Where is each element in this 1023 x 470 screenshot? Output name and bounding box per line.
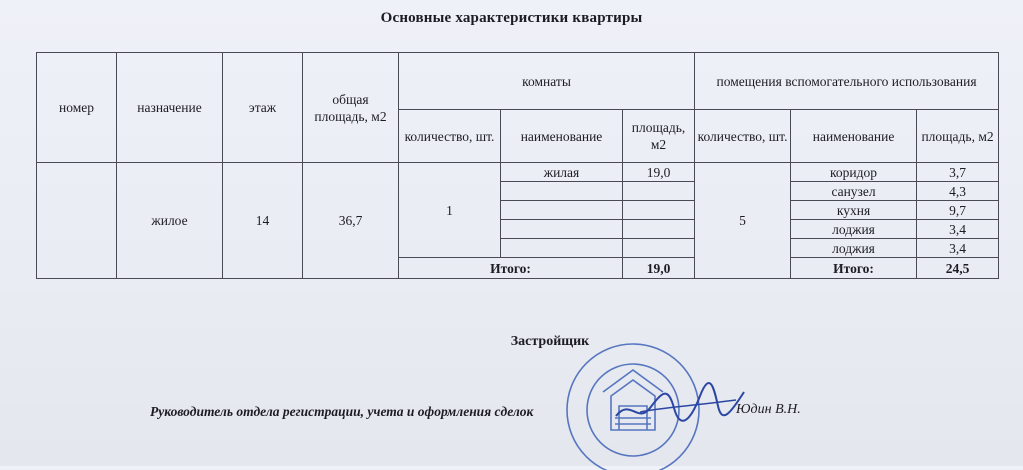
room-name [501, 239, 623, 258]
apartment-characteristics-table [36, 52, 999, 279]
aux-area: 9,7 [917, 201, 999, 220]
signatory-role: Руководитель отдела регистрации, учета и оформления сделок [150, 404, 534, 419]
subheader-aux-count: количество, шт. [695, 110, 791, 163]
header-purpose: назначение [117, 53, 223, 163]
header-total-area: общая площадь, м2 [303, 53, 399, 163]
aux-area: 3,4 [917, 220, 999, 239]
cell-total-area: 36,7 [303, 163, 399, 279]
room-name [501, 182, 623, 201]
aux-total-area: 24,5 [917, 258, 999, 279]
header-rooms: комнаты [399, 53, 695, 110]
room-area [623, 182, 695, 201]
header-number: номер [37, 53, 117, 163]
document-title: Основные характеристики квартиры [380, 10, 643, 26]
room-area [623, 201, 695, 220]
subheader-aux-name: наименование [791, 110, 917, 163]
subheader-aux-area: площадь, м2 [917, 110, 999, 163]
cell-rooms-count: 1 [399, 163, 501, 258]
aux-name: санузел [791, 182, 917, 201]
aux-area: 3,7 [917, 163, 999, 182]
aux-name: лоджия [791, 220, 917, 239]
room-area: 19,0 [623, 163, 695, 182]
aux-name: лоджия [791, 239, 917, 258]
aux-total-label: Итого: [791, 258, 917, 279]
signatory-name: Юдин В.Н. [736, 402, 801, 417]
room-name: жилая [501, 163, 623, 182]
header-aux-premises: помещения вспомогательного использования [695, 53, 999, 110]
cell-floor: 14 [223, 163, 303, 279]
developer-label: Застройщик [510, 334, 590, 349]
handwritten-signature [610, 378, 750, 428]
rooms-total-label: Итого: [399, 258, 623, 279]
header-floor: этаж [223, 53, 303, 163]
room-area [623, 220, 695, 239]
rooms-total-area: 19,0 [623, 258, 695, 279]
aux-area: 4,3 [917, 182, 999, 201]
room-name [501, 220, 623, 239]
cell-aux-count: 5 [695, 163, 791, 279]
subheader-rooms-count: количество, шт. [399, 110, 501, 163]
subheader-rooms-name: наименование [501, 110, 623, 163]
cell-number [37, 163, 117, 279]
subheader-rooms-area: площадь, м2 [623, 110, 695, 163]
aux-name: кухня [791, 201, 917, 220]
aux-name: коридор [791, 163, 917, 182]
room-area [623, 239, 695, 258]
room-name [501, 201, 623, 220]
cell-purpose: жилое [117, 163, 223, 279]
aux-area: 3,4 [917, 239, 999, 258]
